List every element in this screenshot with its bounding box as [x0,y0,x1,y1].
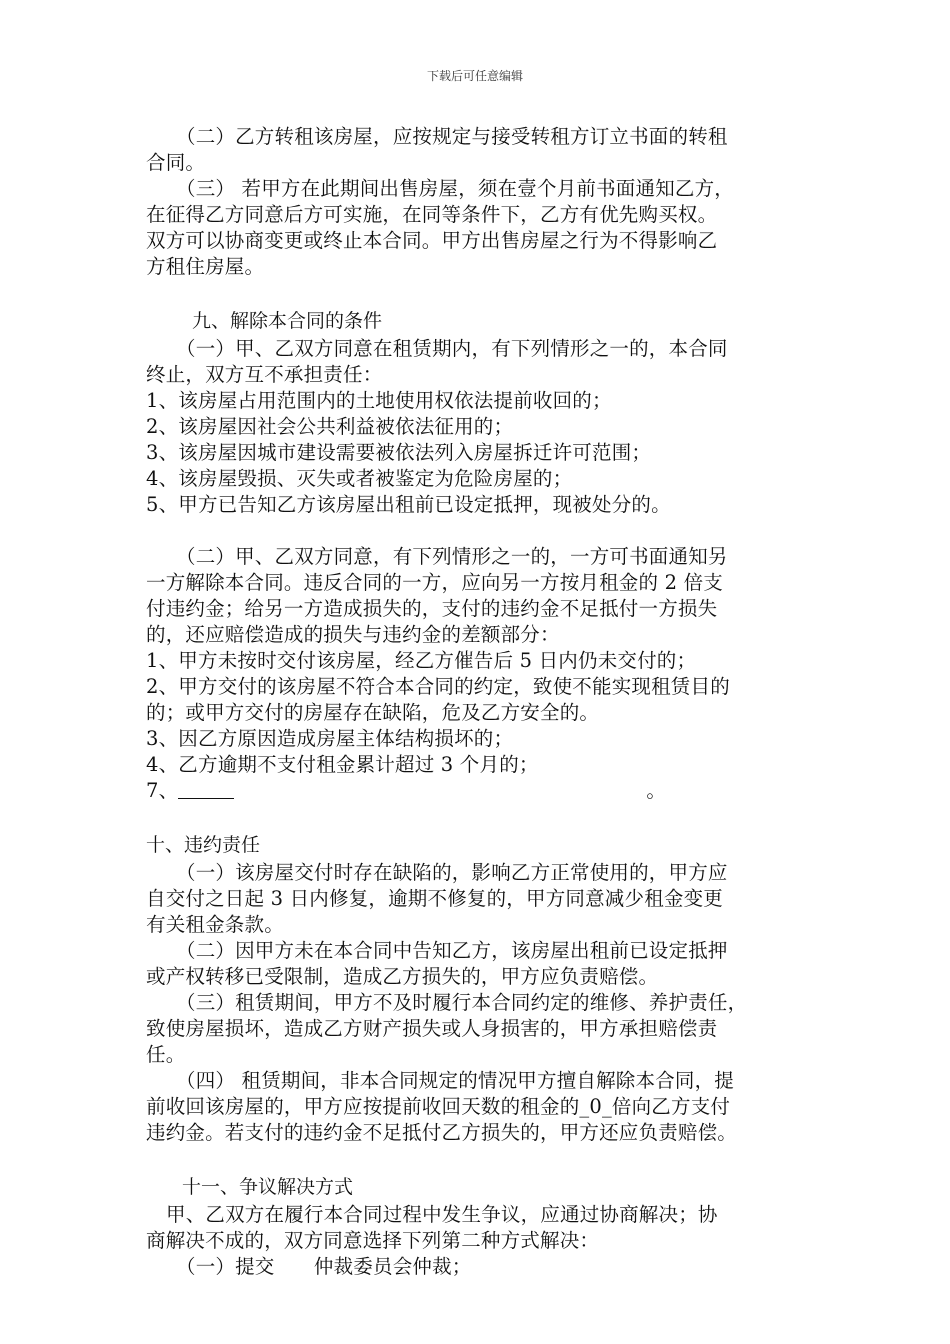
s9-p2-line2: 一方解除本合同。违反合同的一方，应向另一方按月租金的 2 倍支 [146,571,724,594]
s9-list1-item: 4、该房屋毁损、灭失或者被鉴定为危险房屋的； [146,467,573,490]
s8-p3-line2: 在征得乙方同意后方可实施，在同等条件下，乙方有优先购买权。 [146,203,718,226]
s8-p3-line1: （三） 若甲方在此期间出售房屋，须在壹个月前书面通知乙方， [176,177,734,200]
s10-p2-line2: 或产权转移已受限制，造成乙方损失的，甲方应负责赔偿。 [146,965,659,988]
item7-blank [178,780,234,799]
s9-list2-item: 3、因乙方原因造成房屋主体结构损坏的； [146,727,514,750]
s9-list2-item: 的；或甲方交付的房屋存在缺陷，危及乙方安全的。 [146,701,600,724]
s8-p2-line1: （二）乙方转租该房屋，应按规定与接受转租方订立书面的转租 [176,125,728,148]
s9-p1-line2: 终止，双方互不承担责任： [146,363,383,386]
s8-p3-line4: 方租住房屋。 [146,255,265,278]
document-body [146,124,806,1280]
section-11-title: 十一、争议解决方式 [182,1176,354,1198]
s9-list1-item: 5、甲方已告知乙方该房屋出租前已设定抵押，现被处分的。 [146,493,671,516]
s9-list2-item: 1、甲方未按时交付该房屋，经乙方催告后 5 日内仍未交付的； [146,649,697,672]
item7-prefix: 7、 [146,779,179,802]
item7-end: 。 [646,779,667,802]
s11-p1-line1: 甲、乙双方在履行本合同过程中发生争议，应通过协商解决；协 [166,1203,718,1226]
s9-list1-item: 3、该房屋因城市建设需要被依法列入房屋拆迁许可范围； [146,441,652,464]
s11-p1-line2: 商解决不成的，双方同意选择下列第二种方式解决： [146,1229,600,1252]
s9-list1-item: 1、该房屋占用范围内的土地使用权依法提前收回的； [146,389,612,412]
s10-p1-line2: 自交付之日起 3 日内修复，逾期不修复的，甲方同意减少租金变更 [146,887,724,910]
s9-p1-line1: （一）甲、乙双方同意在租赁期内，有下列情形之一的，本合同 [176,337,728,360]
s9-item7 [146,778,806,804]
s9-list2-item: 4、乙方逾期不支付租金累计超过 3 个月的； [146,753,539,776]
s10-p4-line2: 前收回该房屋的，甲方应按提前收回天数的租金的_0_倍向乙方支付 [146,1095,731,1118]
page-header: 下载后可任意编辑 [426,69,523,83]
s8-p3-line3: 双方可以协商变更或终止本合同。甲方出售房屋之行为不得影响乙 [146,229,718,252]
s9-p2-line3: 付违约金；给另一方造成损失的，支付的违约金不足抵付一方损失 [146,597,718,620]
s10-p4-line3: 违约金。若支付的违约金不足抵付乙方损失的，甲方还应负责赔偿。 [146,1121,738,1144]
s9-p2-line1: （二）甲、乙双方同意，有下列情形之一的，一方可书面通知另 [176,545,728,568]
s8-p2-line2: 合同。 [146,151,206,174]
s10-p3-line3: 任。 [146,1043,186,1066]
s9-list2-item: 2、甲方交付的该房屋不符合本合同的约定，致使不能实现租赁目的 [146,675,730,698]
s10-p3-line2: 致使房屋损坏，造成乙方财产损失或人身损害的，甲方承担赔偿责 [146,1017,718,1040]
s10-p2-line1: （二）因甲方未在本合同中告知乙方，该房屋出租前已设定抵押 [176,939,728,962]
s10-p1-line1: （一）该房屋交付时存在缺陷的，影响乙方正常使用的，甲方应 [176,861,728,884]
s11-item1: （一）提交 仲裁委员会仲裁； [176,1255,472,1278]
s10-p4-line1: （四） 租赁期间，非本合同规定的情况甲方擅自解除本合同，提 [176,1069,734,1092]
s10-p1-line3: 有关租金条款。 [146,913,284,936]
s9-list1-item: 2、该房屋因社会公共利益被依法征用的； [146,415,514,438]
s9-p2-line4: 的，还应赔偿造成的损失与违约金的差额部分： [146,623,560,646]
section-10-title: 十、违约责任 [146,834,261,856]
s10-p3-line1: （三）租赁期间，甲方不及时履行本合同约定的维修、养护责任， [176,991,748,1014]
section-9-title: 九、解除本合同的条件 [192,310,383,332]
